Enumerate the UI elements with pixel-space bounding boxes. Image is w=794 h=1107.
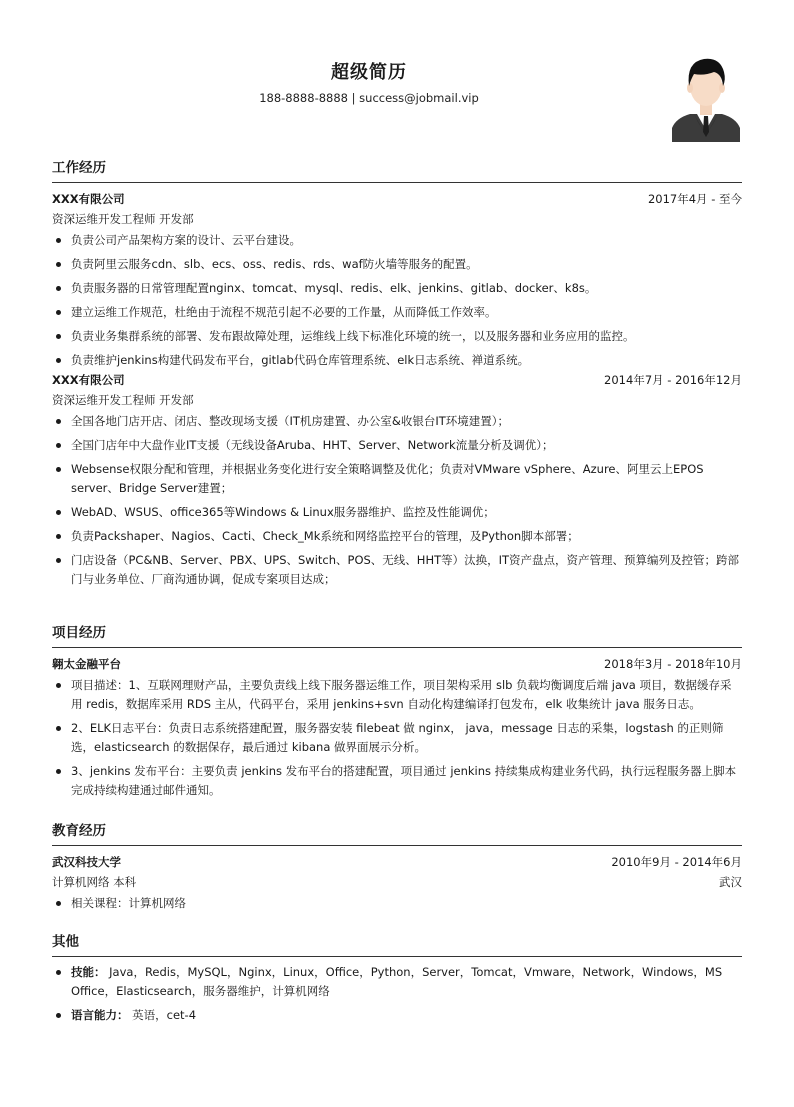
list-item: 负责Packshaper、Nagios、Cacti、Check_Mk系统和网络监控平台的管理，及Python脚本部署； — [52, 527, 742, 546]
contact-info: 188-8888-8888 | success@jobmail.vip — [259, 91, 479, 105]
projects-section-title: 项目经历 — [52, 621, 742, 648]
list-item: 项目描述：1、互联网理财产品，主要负责线上线下服务器运维工作，项目架构采用 slb 负载均衡调度后端 java 项目，数据缓存采用 redis，数据库采用 RDS 主从，代码平台，采用 jenkins+svn 自动化构建编译打包发布，elk 收集统计 java 服务日志。 — [52, 676, 742, 714]
list-item: 2、ELK日志平台：负责日志系统搭建配置，服务器安装 filebeat 做 nginx， java，message 日志的采集，logstash 的正则筛选，elasticsearch 的数据保存，最后通过 kibana 做界面展示分析。 — [52, 719, 742, 757]
other-section-title: 其他 — [52, 930, 742, 957]
work-entry — [52, 373, 742, 589]
work-section — [52, 152, 742, 589]
date-range: 2010年9月 - 2014年6月 — [611, 855, 742, 869]
major-degree: 计算机网络 本科 — [52, 875, 137, 889]
project-name: 翱太金融平台 — [52, 657, 121, 671]
work-entry — [52, 192, 742, 370]
list-item: Websense权限分配和管理，并根据业务变化进行安全策略调整及优化；负责对VMware vSphere、Azure、阿里云上EPOS server、Bridge Server建置； — [52, 460, 742, 498]
other-section — [52, 926, 742, 1025]
company-name: XXX有限公司 — [52, 192, 125, 206]
list-item: 负责服务器的日常管理配置nginx、tomcat、mysql、redis、elk、jenkins、gitlab、docker、k8s。 — [52, 279, 742, 298]
resume-page — [52, 0, 742, 1022]
skills-item — [52, 963, 742, 1001]
date-range: 2018年3月 - 2018年10月 — [604, 657, 742, 671]
list-item: 全国门店年中大盘作业IT支援（无线设备Aruba、HHT、Server、Network流量分析及调优）； — [52, 436, 742, 455]
list-item: 负责业务集群系统的部署、发布跟故障处理，运维线上线下标准化环境的统一，以及服务器和业务应用的监控。 — [52, 327, 742, 346]
language-item — [52, 1006, 742, 1025]
date-range: 2014年7月 - 2016年12月 — [604, 373, 742, 387]
education-section-title: 教育经历 — [52, 819, 742, 846]
job-role: 资深运维开发工程师 开发部 — [52, 212, 194, 226]
resume-header — [52, 0, 742, 150]
list-item: 全国各地门店开店、闭店、整改现场支援（IT机房建置、办公室&收银台IT环境建置）； — [52, 412, 742, 431]
list-item: 建立运维工作规范，杜绝由于流程不规范引起不必要的工作量，从而降低工作效率。 — [52, 303, 742, 322]
list-item: 负责阿里云服务cdn、slb、ecs、oss、redis、rds、waf防火墙等服务的配置。 — [52, 255, 742, 274]
list-item: 门店设备（PC&NB、Server、PBX、UPS、Switch、POS、无线、HHT等）汰换，IT资产盘点，资产管理、预算编列及控管；跨部门与业务单位、厂商沟通协调，促成专案项目达成； — [52, 551, 742, 589]
language-label: 语言能力： — [71, 1008, 129, 1022]
skills-label: 技能： — [71, 965, 106, 979]
avatar — [670, 52, 742, 142]
school-name: 武汉科技大学 — [52, 855, 121, 869]
candidate-name: 超级简历 — [331, 62, 407, 83]
skills-value: Java，Redis，MySQL，Nginx，Linux，Office，Python，Server，Tomcat，Vmware，Network，Windows，MS Office，Elasticsearch，服务器维护，计算机网络 — [71, 965, 723, 998]
work-section-title: 工作经历 — [52, 156, 742, 183]
language-value: 英语，cet-4 — [128, 1008, 197, 1022]
job-role: 资深运维开发工程师 开发部 — [52, 393, 194, 407]
date-range: 2017年4月 - 至今 — [647, 192, 742, 206]
list-item: 3、jenkins 发布平台：主要负责 jenkins 发布平台的搭建配置，项目通过 jenkins 持续集成构建业务代码，执行远程服务器上脚本完成持续构建通过邮件通知。 — [52, 762, 742, 800]
list-item: WebAD、WSUS、office365等Windows & Linux服务器维护、监控及性能调优； — [52, 503, 742, 522]
education-section — [52, 815, 742, 913]
projects-section — [52, 617, 742, 800]
list-item: 负责公司产品架构方案的设计、云平台建设。 — [52, 231, 742, 250]
list-item: 负责维护jenkins构建代码发布平台，gitlab代码仓库管理系统、elk日志系统、禅道系统。 — [52, 351, 742, 370]
project-entry — [52, 657, 742, 800]
company-name: XXX有限公司 — [52, 373, 125, 387]
list-item: 相关课程：计算机网络 — [52, 894, 742, 913]
school-location: 武汉 — [719, 875, 742, 889]
